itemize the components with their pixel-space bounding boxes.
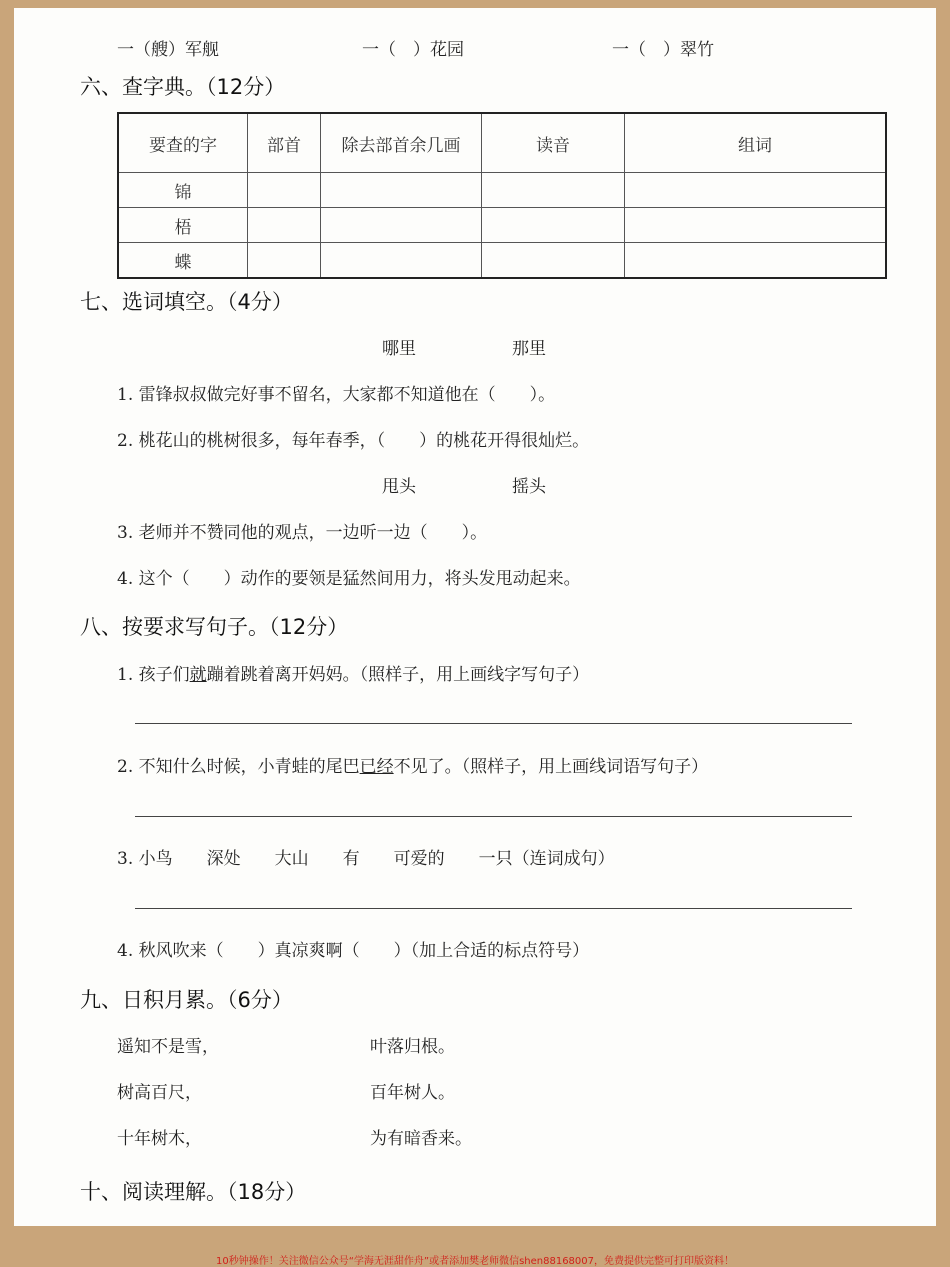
text: 蹦着跳着离开妈妈。（照样子，用上画线字写句子）	[206, 665, 590, 685]
header-cell: 要查的字	[118, 113, 248, 173]
answer-line[interactable]	[135, 723, 852, 724]
answer-cell[interactable]	[625, 243, 887, 279]
answer-cell[interactable]	[625, 173, 887, 208]
answer-cell[interactable]	[321, 208, 482, 243]
poem-line: 百年树人。	[370, 1083, 455, 1103]
measure-word-item: 一（艘）军舰	[117, 40, 219, 60]
table-row	[118, 208, 886, 243]
answer-cell[interactable]	[482, 208, 625, 243]
word-choice: 甩头	[382, 477, 416, 497]
word-choice: 摇头	[512, 477, 546, 497]
poem-line: 十年树木，	[117, 1129, 202, 1149]
word-choice: 哪里	[382, 339, 416, 359]
answer-cell[interactable]	[321, 173, 482, 208]
char-cell: 蝶	[118, 243, 248, 279]
section-6-title: 六、查字典。（12分）	[80, 75, 286, 99]
question-text: 4. 这个（ ）动作的要领是猛然间用力，将头发甩动起来。	[117, 569, 581, 589]
section-10-title: 十、阅读理解。（18分）	[80, 1180, 307, 1204]
text: 2. 不知什么时候，小青蛙的尾巴	[117, 757, 360, 777]
answer-cell[interactable]	[248, 173, 321, 208]
answer-cell[interactable]	[248, 243, 321, 279]
question-text: 3. 老师并不赞同他的观点，一边听一边（ ）。	[117, 523, 488, 543]
answer-cell[interactable]	[482, 243, 625, 279]
question-text	[117, 752, 708, 777]
answer-cell[interactable]	[248, 208, 321, 243]
answer-line[interactable]	[135, 816, 852, 817]
answer-cell[interactable]	[625, 208, 887, 243]
text: 不见了。（照样子，用上画线词语写句子）	[393, 757, 709, 777]
footer-promo: 10秒钟操作！关注微信公众号“学海无涯甜作舟”或者添加樊老师微信shen88168007，免费提供完整可打印版资料！	[215, 1256, 735, 1267]
section-8-title: 八、按要求写句子。（12分）	[80, 615, 349, 639]
char-cell: 梧	[118, 208, 248, 243]
table-row	[118, 173, 886, 208]
measure-word-item: 一（ ）花园	[362, 40, 464, 60]
section-9-title: 九、日积月累。（6分）	[80, 988, 293, 1012]
header-cell: 读音	[482, 113, 625, 173]
answer-cell[interactable]	[482, 173, 625, 208]
answer-line[interactable]	[135, 908, 852, 909]
question-text: 2. 桃花山的桃树很多，每年春季，（ ）的桃花开得很灿烂。	[117, 431, 590, 451]
question-text: 3. 小鸟 深处 大山 有 可爱的 一只（连词成句）	[117, 849, 615, 869]
word-choice: 那里	[512, 339, 546, 359]
header-cell: 部首	[248, 113, 321, 173]
header-cell: 组词	[625, 113, 887, 173]
text: 1. 孩子们	[117, 665, 190, 685]
section-7-title: 七、选词填空。（4分）	[80, 290, 293, 314]
table-header-row	[118, 113, 886, 173]
dictionary-table	[117, 112, 887, 279]
measure-word-item: 一（ ）翠竹	[612, 40, 714, 60]
header-cell: 除去部首余几画	[321, 113, 482, 173]
underlined-word: 已经	[359, 757, 394, 777]
poem-line: 为有暗香来。	[370, 1129, 472, 1149]
poem-line: 遥知不是雪，	[117, 1037, 219, 1057]
poem-line: 树高百尺，	[117, 1083, 202, 1103]
char-cell: 锦	[118, 173, 248, 208]
table-row	[118, 243, 886, 279]
underlined-word: 就	[189, 665, 207, 685]
poem-line: 叶落归根。	[370, 1037, 455, 1057]
question-text	[117, 660, 589, 685]
question-text: 4. 秋风吹来（ ）真凉爽啊（ ）（加上合适的标点符号）	[117, 941, 590, 961]
question-text: 1. 雷锋叔叔做完好事不留名，大家都不知道他在（ ）。	[117, 385, 556, 405]
answer-cell[interactable]	[321, 243, 482, 279]
